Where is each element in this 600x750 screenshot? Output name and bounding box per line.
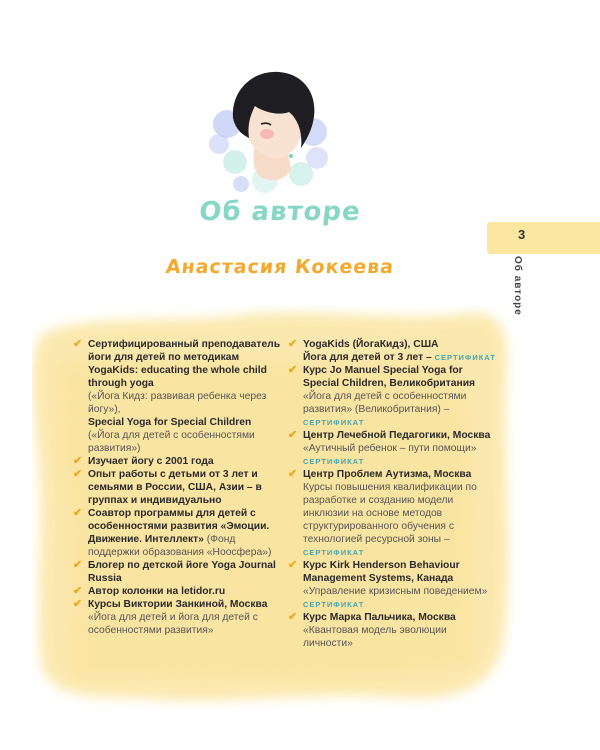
page-title: Об авторе xyxy=(197,197,363,227)
list-item xyxy=(288,468,498,559)
checkmark-icon: ✔ xyxy=(288,338,298,350)
item-note: (Фонд поддержки образования «Ноосфера») xyxy=(88,534,272,558)
item-text-2: Special Yoga for Special Children xyxy=(88,417,252,428)
checkmark-icon: ✔ xyxy=(288,468,298,480)
list-item xyxy=(73,598,283,637)
list-item xyxy=(73,559,283,585)
credentials-list-left xyxy=(73,338,283,637)
list-item xyxy=(73,455,283,468)
certificate-badge: СЕРТИФИКАТ xyxy=(434,353,496,362)
list-item xyxy=(73,468,283,507)
item-note: Курсы повышения квалификации по разработке и созданию модели инклюзии на основе методов структурированного обучения с технологией ресурсной зоны – xyxy=(303,482,477,545)
item-note-2: («Йога для детей с особенностями развития») xyxy=(88,430,255,454)
item-text: Центр Лечебной Педагогики, Москва xyxy=(303,430,491,441)
list-item xyxy=(288,364,498,429)
certificate-badge: СЕРТИФИКАТ xyxy=(303,457,365,466)
item-text: Автор колонки на letidor.ru xyxy=(88,586,226,597)
item-note: «Йога для детей с особенностями развития» (Великобритания) – xyxy=(303,391,467,415)
item-text: Опыт работы с детьми от 3 лет и семьями в России, США, Азии – в группах и индивидуально xyxy=(88,469,262,506)
list-item xyxy=(73,338,283,455)
item-text: Курсы Виктории Занкиной, Москва xyxy=(88,599,268,610)
item-note: («Йога Кидз: развивая ребенка через йогу»), xyxy=(88,391,267,415)
page-number: 3 xyxy=(518,227,526,242)
running-head-text: Об авторе xyxy=(512,256,523,316)
checkmark-icon: ✔ xyxy=(288,611,298,623)
item-text: Курс Марка Пальчика, Москва xyxy=(303,612,456,623)
item-text: Сертифицированный преподаватель йоги для детей по методикам YogaKids: educating the whole child through yoga xyxy=(88,339,281,389)
certificate-badge: СЕРТИФИКАТ xyxy=(303,600,365,609)
checkmark-icon: ✔ xyxy=(73,585,83,597)
item-text: Соавтор программы для детей с особенностями развития «Эмоции. Движение. Интеллект» xyxy=(88,508,270,545)
checkmark-icon: ✔ xyxy=(288,429,298,441)
checkmark-icon: ✔ xyxy=(288,559,298,571)
item-note: «Квантовая модель эволюции личности» xyxy=(303,625,447,649)
item-note: «Аутичный ребенок – пути помощи» xyxy=(303,443,477,454)
checkmark-icon: ✔ xyxy=(73,507,83,519)
checkmark-icon: ✔ xyxy=(288,364,298,376)
checkmark-icon: ✔ xyxy=(73,455,83,467)
item-text-2: Йога для детей от 3 лет – xyxy=(303,352,432,363)
list-item xyxy=(73,585,283,598)
checkmark-icon: ✔ xyxy=(73,338,83,350)
list-item xyxy=(288,559,498,611)
list-item xyxy=(288,611,498,650)
item-text: Курс Kirk Henderson Behaviour Management Systems, Канада xyxy=(303,560,460,584)
item-text: YogaKids (ЙогаКидз), США xyxy=(303,339,439,350)
certificate-badge: СЕРТИФИКАТ xyxy=(303,548,365,557)
author-portrait-illustration xyxy=(205,62,335,194)
list-item xyxy=(288,338,498,364)
item-note: «Управление кризисным поведением» xyxy=(303,586,488,597)
author-name: Анастасия Кокеева xyxy=(164,256,396,278)
checkmark-icon: ✔ xyxy=(73,598,83,610)
running-head xyxy=(506,256,528,316)
page-tab xyxy=(487,222,600,254)
certificate-badge: СЕРТИФИКАТ xyxy=(303,418,365,427)
item-text: Центр Проблем Аутизма, Москва xyxy=(303,469,472,480)
checkmark-icon: ✔ xyxy=(73,468,83,480)
credentials-list-right xyxy=(288,338,498,650)
item-text: Изучает йогу с 2001 года xyxy=(88,456,214,467)
checkmark-icon: ✔ xyxy=(73,559,83,571)
item-note: «Йога для детей и йога для детей с особенностями развития» xyxy=(88,612,258,636)
list-item xyxy=(73,507,283,559)
item-text: Курс Jo Manuel Special Yoga for Special Children, Великобритания xyxy=(303,365,476,389)
list-item xyxy=(288,429,498,468)
item-text: Блогер по детской йоге Yoga Journal Russia xyxy=(88,560,276,584)
